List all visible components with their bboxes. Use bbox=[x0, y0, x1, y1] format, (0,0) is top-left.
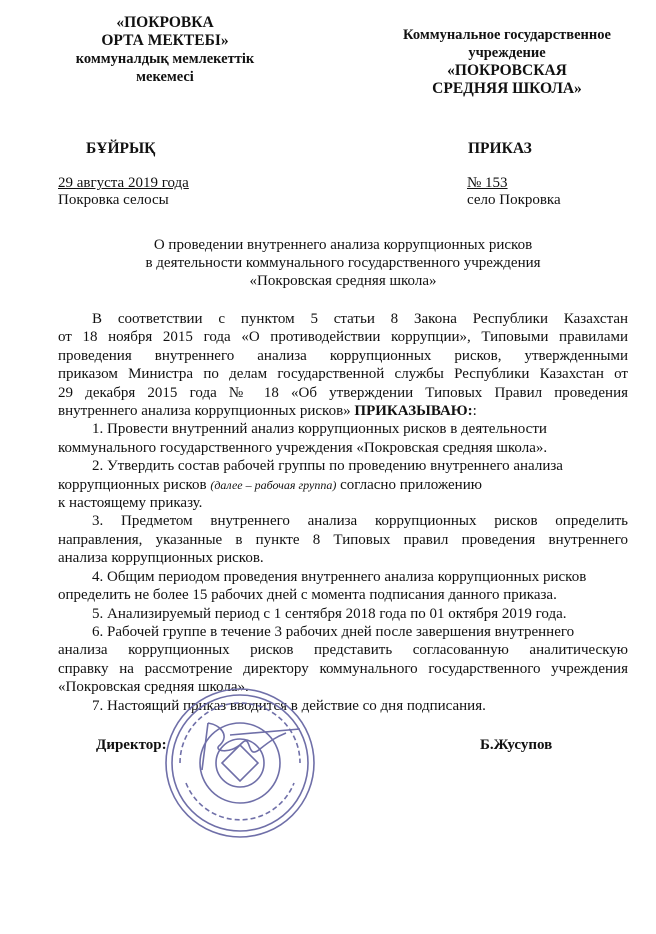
item-6-line: «Покровская средняя школа». bbox=[58, 679, 249, 696]
header-left-line3: коммуналдық мемлекеттік bbox=[75, 51, 255, 67]
header-right-line4: СРЕДНЯЯ ШКОЛА» bbox=[432, 80, 582, 97]
place-russian: село Покровка bbox=[467, 192, 561, 208]
item-2-line bbox=[58, 476, 628, 494]
preamble-line: проведения внутреннего анализа коррупционных рисков, утвержденными bbox=[58, 347, 628, 364]
item-1-line: 1. Провести внутренний анализ коррупционных рисков в деятельности bbox=[92, 421, 547, 438]
title-line3: «Покровская средняя школа» bbox=[249, 273, 437, 289]
item-2-italic-note: (далее – рабочая группа) bbox=[210, 477, 337, 492]
preamble-last-line bbox=[58, 402, 628, 420]
order-keyword-tail: : bbox=[472, 403, 477, 420]
preamble-line: приказом Министра по делам государственной службы Республики Казахстан от bbox=[58, 366, 628, 383]
order-body bbox=[58, 310, 628, 715]
preamble-text: внутреннего анализа коррупционных рисков» bbox=[58, 403, 351, 420]
item-6-line: 6. Рабочей группе в течение 3 рабочих дней после завершения внутреннего bbox=[92, 623, 575, 640]
order-number: № 153 bbox=[467, 175, 508, 191]
seal-text-arc-bottom bbox=[186, 783, 294, 820]
item-4-line: 4. Общим периодом проведения внутреннего анализа коррупционных рисков bbox=[92, 568, 587, 585]
signature-role: Директор: bbox=[96, 737, 167, 753]
item-5-line: 5. Анализируемый период с 1 сентября 2018 года по 01 октября 2019 года. bbox=[92, 605, 567, 622]
title-line1: О проведении внутреннего анализа коррупционных рисков bbox=[153, 237, 533, 253]
header-left-block bbox=[40, 14, 290, 86]
item-2-text: согласно приложению bbox=[336, 476, 482, 493]
header-left-line4: мекемесі bbox=[136, 69, 194, 85]
header-right-line2: учреждение bbox=[468, 45, 546, 61]
header-right-line3: «ПОКРОВСКАЯ bbox=[447, 62, 567, 79]
doc-type-russian: ПРИКАЗ bbox=[468, 140, 532, 157]
preamble-line: от 18 ноября 2015 года «О противодействии коррупции», Типовыми правилами bbox=[58, 329, 628, 346]
item-3-line: направления, указанные в пункте 8 Типовых правил проведения внутреннего bbox=[58, 531, 628, 548]
item-2-line: 2. Утвердить состав рабочей группы по проведению внутреннего анализа bbox=[92, 458, 563, 475]
order-title bbox=[58, 236, 628, 290]
item-6-line: справку на рассмотрение директору коммунального государственного учреждения bbox=[58, 660, 628, 677]
header-right-line1: Коммунальное государственное bbox=[403, 27, 611, 43]
header-right-block bbox=[372, 26, 642, 98]
order-date: 29 августа 2019 года bbox=[58, 175, 189, 191]
preamble-line: В соответствии с пунктом 5 статьи 8 Закона Республики Казахстан bbox=[92, 311, 628, 327]
item-7-line: 7. Настоящий приказ вводится в действие со дня подписания. bbox=[92, 697, 486, 714]
director-signature bbox=[190, 715, 310, 775]
title-line2: в деятельности коммунального государственного учреждения bbox=[145, 255, 541, 271]
signature-name: Б.Жусупов bbox=[480, 737, 553, 753]
item-3-line: 3. Предметом внутреннего анализа коррупционных рисков определить bbox=[92, 513, 628, 530]
doc-type-kazakh: БҰЙРЫҚ bbox=[86, 140, 156, 157]
item-4-line: определить не более 15 рабочих дней с момента подписания данного приказа. bbox=[58, 587, 557, 604]
item-1-line: коммунального государственного учреждения «Покровская средняя школа». bbox=[58, 439, 548, 456]
header-left-line2: ОРТА МЕКТЕБІ» bbox=[101, 32, 229, 49]
item-3-line: анализа коррупционных рисков. bbox=[58, 550, 264, 567]
order-keyword: ПРИКАЗЫВАЮ: bbox=[350, 403, 473, 420]
preamble-line: 29 декабря 2015 года № 18 «Об утверждении Типовых Правил проведения bbox=[58, 384, 628, 401]
item-2-line: к настоящему приказу. bbox=[58, 495, 203, 512]
place-kazakh: Покровка селосы bbox=[58, 192, 169, 208]
header-left-line1: «ПОКРОВКА bbox=[116, 14, 214, 31]
item-2-text: коррупционных рисков bbox=[58, 476, 211, 493]
item-6-line: анализа коррупционных рисков представить согласованную аналитическую bbox=[58, 642, 628, 659]
